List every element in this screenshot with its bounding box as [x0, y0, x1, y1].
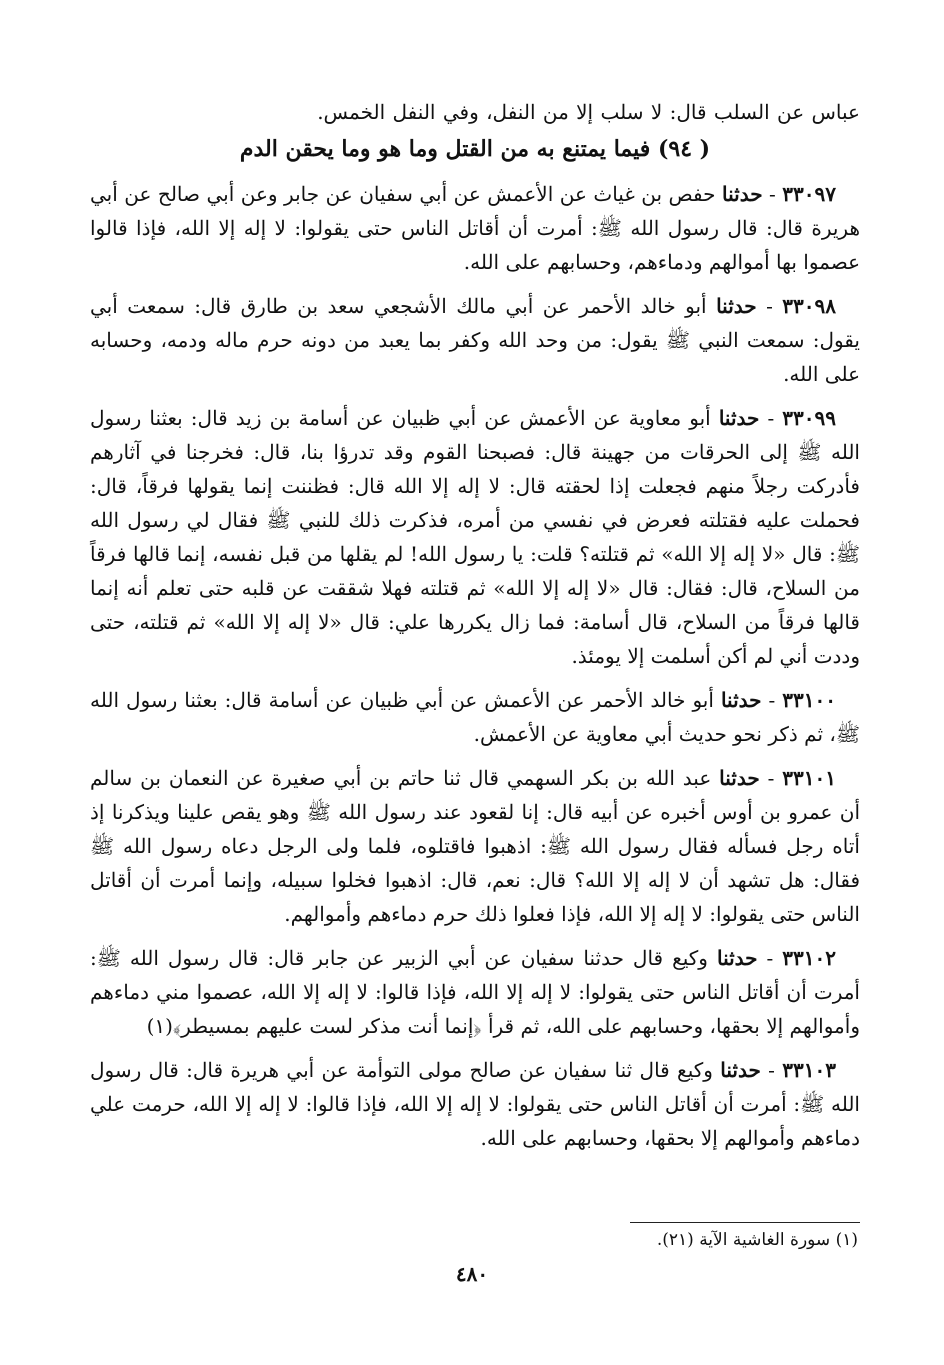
hadith-lead: حدثنا	[718, 406, 760, 430]
hadith-number: ٣٣١٠٢	[782, 946, 836, 970]
hadith-33103: ٣٣١٠٣ - حدثنا وكيع قال ثنا سفيان عن صالح مولى التوأمة عن أبي هريرة قال: قال رسول الله ﷺ: أمرت أن أقاتل الناس حتى يقولوا: لا إله إلا الله، فإذا قالوا: لا إله إلا الله، حرمت علي دماءهم وأموالهم إلا بحقها، وحسابهم على الله.	[90, 1058, 860, 1150]
footnote-divider	[630, 1222, 860, 1223]
hadith-number: ٣٣٠٩٩	[782, 406, 836, 430]
hadith-lead: حدثنا	[716, 294, 757, 318]
hadith-text: حفص بن غياث عن الأعمش عن أبي سفيان عن جابر وعن أبي صالح عن أبي هريرة قال: قال رسول الله ﷺ: أمرت أن أقاتل الناس حتى يقولوا: لا إله إلا الله، فإذا قالوا عصموا بها أموالهم ودماءهم، وحسابهم على الله.	[90, 182, 860, 274]
hadith-lead: حدثنا	[719, 766, 760, 790]
hadith-33097: ٣٣٠٩٧ - حدثنا حفص بن غياث عن الأعمش عن أبي سفيان عن جابر وعن أبي صالح عن أبي هريرة قال: قال رسول الله ﷺ: أمرت أن أقاتل الناس حتى يقولوا: لا إله إلا الله، فإذا قالوا عصموا بها أموالهم ودماءهم، وحسابهم على الله.	[90, 182, 860, 274]
hadith-33098: ٣٣٠٩٨ - حدثنا أبو خالد الأحمر عن أبي مالك الأشجعي سعد بن طارق قال: سمعت أبي يقول: سمعت النبي ﷺ يقول: من وحد الله وكفر بما يعبد من دونه حرم ماله ودمه، وحسابه على الله.	[90, 294, 860, 386]
hadith-text: أبو معاوية عن الأعمش عن أبي ظبيان عن أسامة بن زيد قال: بعثنا رسول الله ﷺ إلى الحرقات من جهينة قال: فصبحنا القوم وقد تدرؤا بنا، قال: فخرجنا في آثارهم فأدركت رجلاً منهم فجعلت إذا لحقته قال: لا إله إلا الله قال: فظننت إنما يقولها فرقاً، قال: فحملت عليه فقتلته فعرض في نفسي من أمره، فذكرت ذلك للنبي ﷺ فقال لي رسول الله ﷺ: قال «لا إله إلا الله» ثم قتلته؟ قلت: يا رسول الله! لم يقلها من قبل نفسه، إنما قالها فرقاً من السلاح، قال: فقال: قال «لا إله إلا الله» ثم قتلته فهلا شققت عن قلبه حتى تعلم أنه إنما قالها فرقاً من السلاح، قال أسامة: فما زال يكررها علي: قال «لا إله إلا الله» ثم قتلته، حتى وددت أني لم أكن أسلمت إلا يومئذ.	[90, 406, 860, 668]
hadith-lead: حدثنا	[716, 946, 758, 970]
hadith-number: ٣٣٠٩٨	[782, 294, 836, 318]
footnote: (١) سورة الغاشية الآية (٢١).	[656, 1230, 858, 1250]
intro-line: عباس عن السلب قال: لا سلب إلا من النفل، وفي النفل الخمس.	[317, 100, 860, 124]
hadith-lead: حدثنا	[720, 1058, 761, 1082]
hadith-text: وكيع قال حدثنا سفيان عن أبي الزبير عن جابر قال: قال رسول الله ﷺ: أمرت أن أقاتل الناس حتى يقولوا: لا إله إلا الله، فإذا قالوا: لا إله إلا الله، عصموا مني دماءهم وأموالهم إلا بحقها، وحسابهم على الله، ثم قرأ ﴿إنما أنت مذكر لست عليهم بمسيطر﴾(١)	[90, 946, 860, 1038]
hadith-33101: ٣٣١٠١ - حدثنا عبد الله بن بكر السهمي قال ثنا حاتم بن أبي صغيرة عن النعمان بن سالم أن عمرو بن أوس أخبره عن أبيه قال: إنا لقعود عند رسول الله ﷺ وهو يقص علينا ويذكرنا إذ أتاه رجل فسأله فقال رسول الله ﷺ: اذهبوا فاقتلوه، فلما ولى الرجل دعاه رسول الله ﷺ فقال: هل تشهد أن لا إله إلا الله؟ قال: نعم، قال: اذهبوا فخلوا سبيله، وإنما أمرت أن أقاتل الناس حتى يقولوا: لا إله إلا الله، فإذا فعلوا ذلك حرم دماءهم وأموالهم.	[90, 766, 860, 926]
hadith-number: ٣٣١٠٠	[782, 688, 836, 712]
hadith-number: ٣٣١٠٣	[782, 1058, 836, 1082]
hadith-text: أبو خالد الأحمر عن الأعمش عن أبي ظبيان عن أسامة قال: بعثنا رسول الله ﷺ، ثم ذكر نحو حديث أبي معاوية عن الأعمش.	[90, 688, 860, 746]
hadith-number: ٣٣١٠١	[782, 766, 836, 790]
hadith-33100: ٣٣١٠٠ - حدثنا أبو خالد الأحمر عن الأعمش عن أبي ظبيان عن أسامة قال: بعثنا رسول الله ﷺ، ثم ذكر نحو حديث أبي معاوية عن الأعمش.	[90, 688, 860, 746]
hadith-33099: ٣٣٠٩٩ - حدثنا أبو معاوية عن الأعمش عن أبي ظبيان عن أسامة بن زيد قال: بعثنا رسول الله ﷺ إلى الحرقات من جهينة قال: فصبحنا القوم وقد تدرؤا بنا، قال: فخرجنا في آثارهم فأدركت رجلاً منهم فجعلت إذا لحقته قال: لا إله إلا الله قال: فظننت إنما يقولها فرقاً، قال: فحملت عليه فقتلته فعرض في نفسي من أمره، فذكرت ذلك للنبي ﷺ فقال لي رسول الله ﷺ: قال «لا إله إلا الله» ثم قتلته؟ قلت: يا رسول الله! لم يقلها من قبل نفسه، إنما قالها فرقاً من السلاح، قال: فقال: قال «لا إله إلا الله» ثم قتلته فهلا شققت عن قلبه حتى تعلم أنه إنما قالها فرقاً من السلاح، قال أسامة: فما زال يكررها علي: قال «لا إله إلا الله» ثم قتلته، حتى وددت أني لم أكن أسلمت إلا يومئذ.	[90, 406, 860, 668]
hadith-text: وكيع قال ثنا سفيان عن صالح مولى التوأمة عن أبي هريرة قال: قال رسول الله ﷺ: أمرت أن أقاتل الناس حتى يقولوا: لا إله إلا الله، فإذا قالوا: لا إله إلا الله، حرمت علي دماءهم وأموالهم إلا بحقها، وحسابهم على الله.	[90, 1058, 860, 1150]
hadith-lead: حدثنا	[720, 688, 762, 712]
hadith-text: أبو خالد الأحمر عن أبي مالك الأشجعي سعد بن طارق قال: سمعت أبي يقول: سمعت النبي ﷺ يقول: من وحد الله وكفر بما يعبد من دونه حرم ماله ودمه، وحسابه على الله.	[90, 294, 860, 386]
page-number: ٤٨٠	[455, 1262, 489, 1286]
hadith-number: ٣٣٠٩٧	[782, 182, 836, 206]
hadith-33102: ٣٣١٠٢ - حدثنا وكيع قال حدثنا سفيان عن أبي الزبير عن جابر قال: قال رسول الله ﷺ: أمرت أن أقاتل الناس حتى يقولوا: لا إله إلا الله، فإذا قالوا: لا إله إلا الله، عصموا مني دماءهم وأموالهم إلا بحقها، وحسابهم على الله، ثم قرأ ﴿إنما أنت مذكر لست عليهم بمسيطر﴾(١)	[90, 946, 860, 1038]
chapter-heading: ( ٩٤) فيما يمتنع به من القتل وما هو وما يحقن الدم	[239, 136, 711, 162]
hadith-lead: حدثنا	[722, 182, 763, 206]
page-body	[90, 95, 860, 1165]
hadith-text: عبد الله بن بكر السهمي قال ثنا حاتم بن أبي صغيرة عن النعمان بن سالم أن عمرو بن أوس أخبره عن أبيه قال: إنا لقعود عند رسول الله ﷺ وهو يقص علينا ويذكرنا إذ أتاه رجل فسأله فقال رسول الله ﷺ: اذهبوا فاقتلوه، فلما ولى الرجل دعاه رسول الله ﷺ فقال: هل تشهد أن لا إله إلا الله؟ قال: نعم، قال: اذهبوا فخلوا سبيله، وإنما أمرت أن أقاتل الناس حتى يقولوا: لا إله إلا الله، فإذا فعلوا ذلك حرم دماءهم وأموالهم.	[90, 766, 860, 926]
